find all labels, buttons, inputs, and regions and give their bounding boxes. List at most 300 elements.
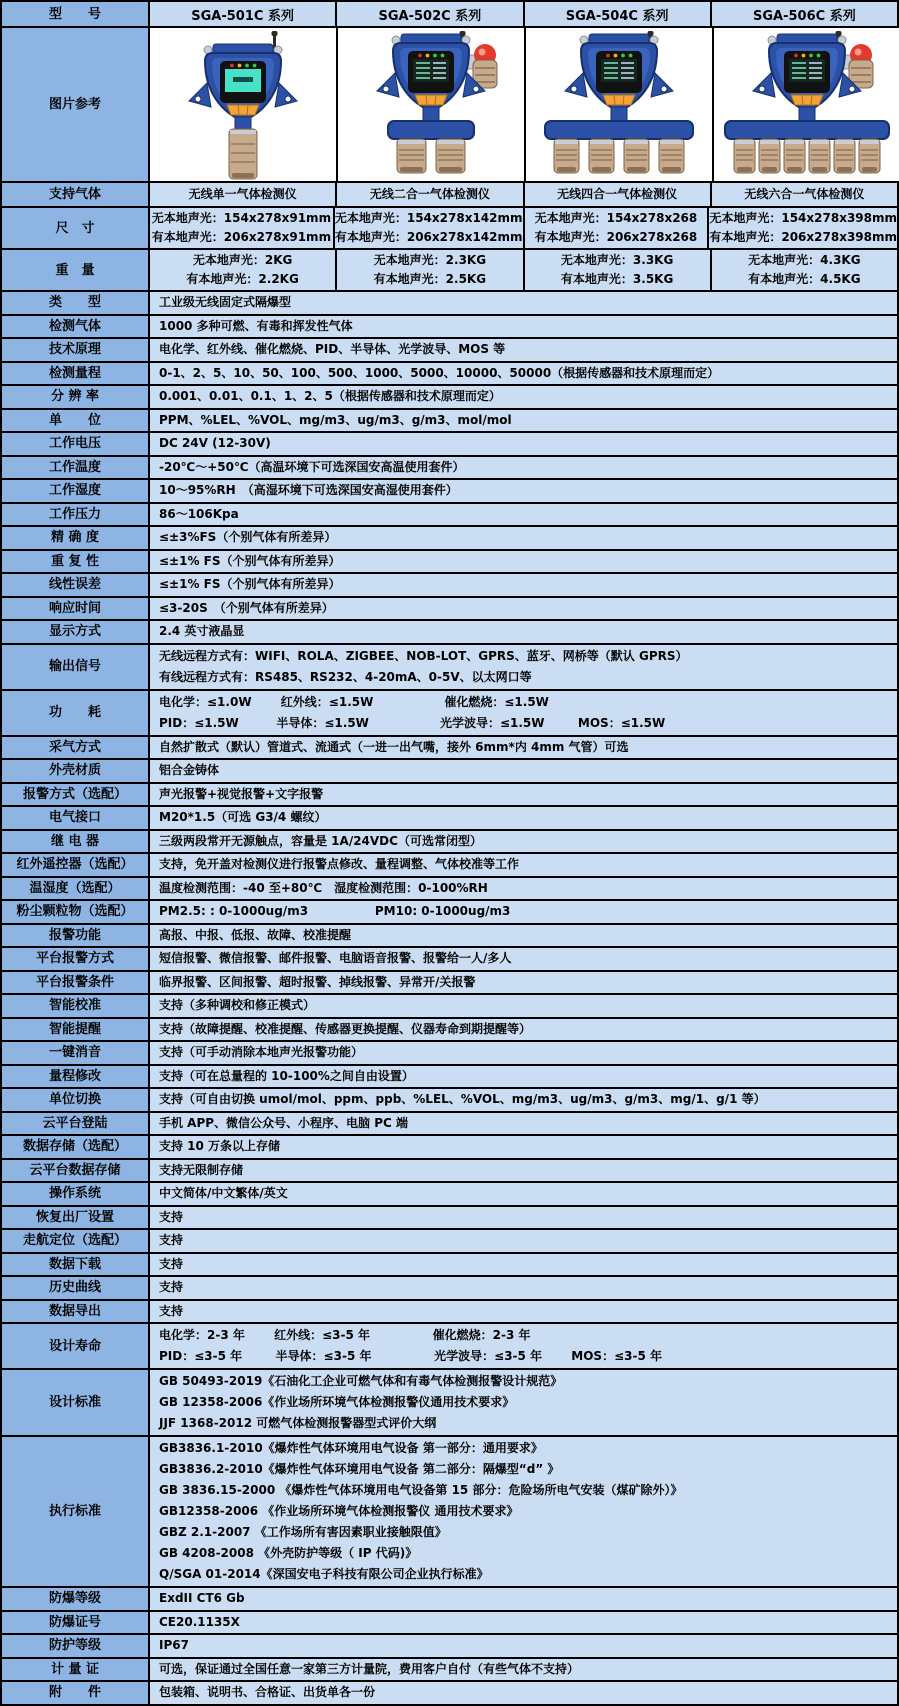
row-label-text: 云平台数据存储 [29,1162,121,1178]
spec-row [2,854,897,876]
model-value-cell [150,250,335,290]
spec-value-line: 0.001、0.01、0.1、1、2、5（根据传感器和技术原理而定） [159,389,501,403]
spec-value-cell [150,1183,897,1205]
row-label [2,1659,148,1681]
row-label-text: 设计标准 [48,1395,101,1410]
spec-row [2,1682,897,1704]
mounting-ear [753,73,775,97]
spec-row [2,925,897,947]
spec-value-line: 工业级无线固定式隔爆型 [159,295,292,309]
row-label-text: 云平台登陆 [42,1115,108,1131]
row-label-text: 数据下载 [48,1256,101,1272]
spec-value-cell [150,995,897,1017]
model-header-text: SGA-506C 系列 [753,8,856,24]
spec-row [2,208,897,248]
model-value-cell [712,183,897,206]
sensor-probe [229,129,257,179]
row-label [2,831,148,853]
spec-row [2,1588,897,1610]
model-value-line: 无线单一气体检测仪 [188,187,297,201]
row-label [2,1230,148,1252]
spec-row [2,1230,897,1252]
spec-value-line: 支持（多种调校和修正模式） [159,998,316,1012]
spec-value-cell [150,1612,897,1634]
spec-value-cell [150,1207,897,1229]
row-label [2,598,148,620]
spec-value-cell [150,457,897,479]
keypad-buttons [791,95,823,105]
row-label [2,250,148,290]
spec-row [2,386,897,408]
row-label [2,1113,148,1135]
spec-value-cell [150,1019,897,1041]
spec-value-line: 高报、中报、低报、故障、校准提醒 [159,927,352,942]
status-led [794,54,798,58]
row-label [2,1277,148,1299]
spec-row [2,1136,897,1158]
spec-value-line: ≤±1% FS（个别气体有所差异） [159,553,341,568]
detector-image-sga-501c [150,29,336,180]
spec-row [2,457,897,479]
row-label [2,1301,148,1323]
spec-row [2,691,897,735]
spec-value-line: 支持 [159,1280,184,1294]
spec-value-cell [150,363,897,385]
spec-row [2,433,897,455]
spec-value-cell [150,1659,897,1681]
model-row-label-text: 型 号 [48,6,101,22]
spec-value-line: GB 3836.15-2000 《爆炸性气体环境用电气设备第 15 部分：危险场所电气安装（煤矿除外）》 [159,1483,683,1497]
keypad-buttons [603,95,635,105]
row-label-text: 工作电压 [48,436,101,452]
spec-value-line: 手机 APP、微信公众号、小程序、电脑 PC 端 [159,1115,409,1130]
spec-value-line: PM2.5: : 0-1000ug/m3 PM10: 0-1000ug/m3 [159,904,511,918]
spec-row [2,1019,897,1041]
spec-row [2,410,897,432]
row-label [2,691,148,735]
spec-value-line: 中文简体/中文繁体/英文 [159,1186,288,1200]
row-label-text: 设计寿命 [48,1338,101,1354]
detector-image-sga-504c [526,29,712,180]
row-label [2,784,148,806]
row-label-text: 支持气体 [48,187,101,202]
spec-value-line: DC 24V (12-30V) [159,436,271,450]
spec-row [2,316,897,338]
spec-value-cell [150,901,897,923]
mounting-ear [275,83,297,107]
spec-value-cell [150,1324,897,1368]
spec-value-cell [150,1113,897,1135]
spec-row [2,598,897,620]
row-label [2,433,148,455]
model-value-line: 有本地声光：2.2KG [186,271,299,286]
row-label [2,574,148,596]
mounting-ear [651,73,673,97]
row-label-text: 单 位 [48,412,101,428]
status-led [433,54,437,58]
spec-value-cell [150,433,897,455]
spec-value-line: IP67 [159,1638,189,1652]
spec-value-cell [150,292,897,314]
spec-value-line: 支持无限制存储 [159,1162,244,1177]
model-value-line: 无本地声光：154x278x398mm [709,211,897,226]
row-label-text: 报警方式（选配） [22,786,127,802]
mounting-ear [189,83,211,107]
row-label [2,645,148,689]
spec-row [2,1183,897,1205]
spec-value-cell [150,854,897,876]
spec-value-line: GB 4208-2008 《外壳防护等级（ IP 代码)》 [159,1546,418,1560]
manifold-bar [725,121,889,139]
spec-value-cell [150,574,897,596]
spec-value-cell [150,1230,897,1252]
row-label-text: 检测量程 [48,365,101,381]
row-label-text: 走航定位（选配） [22,1233,127,1249]
status-led [621,54,625,58]
row-label-text: 尺 寸 [55,220,95,236]
spec-value-line: 支持 [159,1256,184,1271]
spec-value-line: 可选，保证通过全国任意一家第三方计量院，费用客户自付（有些气体不支持） [159,1661,580,1676]
spec-row [2,1207,897,1229]
model-value-line: 无本地声光：3.3KG [560,253,674,268]
spec-value-cell [150,1042,897,1064]
spec-value-cell [150,831,897,853]
row-label [2,1612,148,1634]
row-label-text: 数据导出 [48,1303,101,1319]
status-led [441,54,445,58]
spec-value-cell [150,948,897,970]
model-header-text: SGA-504C 系列 [565,8,669,24]
manifold-bar [388,121,474,139]
mounting-ear [377,73,399,97]
row-label [2,1437,148,1586]
spec-row [2,1324,897,1368]
row-label-text: 粉尘颗粒物（选配） [16,904,134,920]
row-label [2,1207,148,1229]
spec-value-cell [150,551,897,573]
keypad-buttons [415,95,447,105]
spec-value-line: 铝合金铸体 [159,763,220,777]
spec-value-line: GBZ 2.1-2007 《工作场所有害因素职业接触限值》 [159,1525,447,1539]
status-led [253,64,257,68]
row-label [2,1136,148,1158]
spec-row [2,1277,897,1299]
row-label [2,1183,148,1205]
row-label-text: 平台报警方式 [35,951,114,967]
row-label [2,1588,148,1610]
row-label-text: 数据存储（选配） [22,1139,127,1155]
spec-value-cell [150,316,897,338]
model-value-line: 无本地声光：4.3KG [748,253,861,268]
model-header-sga-502c [337,2,522,26]
row-label-text: 采气方式 [48,739,101,755]
spec-row [2,1437,897,1586]
spec-row [2,250,897,290]
spec-row [2,737,897,759]
detector-image-sga-506c [714,29,899,180]
status-led [230,64,234,68]
spec-row [2,292,897,314]
status-led [629,54,633,58]
row-label-text: 量程修改 [48,1068,101,1084]
spec-value-line: GB12358-2006 《作业场所环境气体检测报警仪 通用技术要求》 [159,1504,519,1518]
spec-value-line: 支持（可在总量程的 10-100%之间自由设置） [159,1068,414,1083]
row-label [2,1682,148,1704]
spec-value-cell [150,598,897,620]
spec-value-line: 有线远程方式有：RS485、RS232、4-20mA、0-5V、以太网口等 [159,669,532,684]
spec-row [2,1113,897,1135]
row-label-text: 工作温度 [48,459,101,475]
mounting-ear [565,73,587,97]
spec-value-line: 支持（可手动消除本地声光报警功能） [159,1045,364,1059]
model-value-line: 有本地声光：206x278x91mm [151,229,332,244]
model-header-text: SGA-502C 系列 [378,8,482,24]
spec-value-cell [150,621,897,643]
spec-value-line: GB 50493-2019《石油化工企业可燃气体和有毒气体检测报警设计规范》 [159,1374,563,1388]
row-label [2,737,148,759]
row-label-text: 温湿度（选配） [29,880,121,896]
spec-row [2,1160,897,1182]
spec-value-line: 包装箱、说明书、合格证、出货单各一份 [159,1685,376,1699]
row-label-text: 工作湿度 [48,483,101,499]
row-label-text: 执行标准 [48,1504,101,1519]
row-label [2,1254,148,1276]
spec-value-line: ≤3-20S （个别气体有所差异） [159,600,334,615]
spec-value-line: CE20.1135X [159,1614,240,1629]
detector-image-sga-502c [338,29,524,180]
spec-value-cell [150,527,897,549]
model-value-line: 无线六合一气体检测仪 [744,187,865,201]
row-label [2,925,148,947]
spec-value-cell [150,784,897,806]
row-label-text: 防爆等级 [48,1591,101,1607]
spec-row [2,551,897,573]
spec-value-cell [150,339,897,361]
detector-image-cell-sga-506c [714,28,899,181]
row-label-text: 操作系统 [48,1186,101,1202]
spec-value-line: JJF 1368-2012 可燃气体检测报警器型式评价大纲 [159,1416,437,1430]
row-label-text: 平台报警条件 [35,974,114,990]
spec-row [2,1066,897,1088]
model-value-line: 有本地声光：206x278x398mm [709,229,897,244]
row-label [2,363,148,385]
row-label-text: 恢复出厂设置 [35,1209,114,1225]
status-led [809,54,813,58]
image-row-label [2,28,148,181]
spec-row [2,363,897,385]
spec-value-cell [150,878,897,900]
spec-value-cell [150,386,897,408]
spec-row [2,831,897,853]
row-label [2,995,148,1017]
spec-row [2,480,897,502]
spec-row [2,1612,897,1634]
spec-row [2,878,897,900]
row-label [2,1370,148,1435]
spec-value-cell [150,1370,897,1435]
spec-row [2,1659,897,1681]
spec-value-cell [150,1588,897,1610]
row-label [2,901,148,923]
spec-value-line: 支持，免开盖对检测仪进行报警点修改、量程调整、气体校准等工作 [159,857,520,871]
spec-row [2,972,897,994]
spec-value-cell [150,760,897,782]
row-label [2,1042,148,1064]
spec-row [2,1254,897,1276]
model-value-line: 无线四合一气体检测仪 [557,187,678,201]
spec-value-cell [150,1635,897,1657]
status-led [614,54,618,58]
status-led [238,64,242,68]
spec-value-cell [150,1066,897,1088]
spec-row [2,1635,897,1657]
row-label-text: 分 辨 率 [50,389,100,405]
spec-value-line: 2.4 英寸液晶显 [159,624,245,638]
spec-row [2,1089,897,1111]
row-label [2,410,148,432]
spec-value-cell [150,1437,897,1586]
spec-value-cell [150,504,897,526]
row-label-text: 历史曲线 [48,1280,101,1296]
spec-row [2,504,897,526]
model-value-cell [337,250,522,290]
row-label-text: 工作压力 [48,506,101,522]
model-row-label [2,2,148,26]
spec-value-line: 10～95%RH （高湿环境下可选深国安高湿使用套件） [159,483,458,497]
spec-value-cell [150,972,897,994]
image-reference-row [2,28,897,181]
spec-value-line: 无线远程方式有：WIFI、ROLA、ZIGBEE、NOB-LOT、GPRS、蓝牙、网桥等（默认 GPRS） [159,648,688,663]
model-value-cell [150,183,335,206]
row-label-text: 重 量 [55,262,95,278]
model-value-cell [525,208,708,248]
spec-row [2,948,897,970]
model-value-line: 有本地声光：206x278x268 [534,229,698,244]
spec-row [2,760,897,782]
spec-value-line: ≤±3%FS（个别气体有所差异） [159,530,337,544]
spec-value-cell [150,1089,897,1111]
row-label [2,1324,148,1368]
model-value-cell [709,208,897,248]
status-led [245,64,249,68]
spec-value-cell [150,410,897,432]
spec-value-line: 电化学：2-3 年 红外线：≤3-5 年 催化燃烧：2-3 年 [159,1328,531,1342]
spec-value-line: GB 12358-2006《作业场所环境气体检测报警仪通用技术要求》 [159,1395,515,1409]
spec-value-line: 声光报警+视觉报警+文字报警 [159,786,324,801]
row-label [2,807,148,829]
model-value-line: 无本地声光：154x278x268 [534,211,698,226]
spec-value-line: 自然扩散式（默认）管道式、流通式（一进一出气嘴，接外 6mm*内 4mm 气管）可选 [159,739,629,754]
spec-value-line: 支持（可自由切换 umol/mol、ppm、ppb、%LEL、%VOL、mg/m3、ug/m3、g/m3、mg/1、g/1 等） [159,1092,766,1106]
model-value-line: 无本地声光：2.3KG [373,253,487,268]
spec-value-line: 1000 多种可燃、有毒和挥发性气体 [159,318,353,333]
row-label [2,1635,148,1657]
row-label [2,1019,148,1041]
spec-value-line: 短信报警、微信报警、邮件报警、电脑语音报警、报警给一人/多人 [159,951,512,965]
model-value-cell [525,250,710,290]
image-row-label-text: 图片参考 [48,97,101,112]
spec-value-line: 支持 10 万条以上存储 [159,1139,281,1153]
spec-value-line: 支持 [159,1209,184,1224]
row-label-text: 线性误差 [48,577,101,593]
model-value-line: 无本地声光：154x278x142mm [334,211,523,226]
row-label-text: 重 复 性 [50,553,100,569]
spec-value-cell [150,1254,897,1276]
spec-value-line: PID：≤3-5 年 半导体：≤3-5 年 光学波导：≤3-5 年 MOS：≤3-5 年 [159,1349,662,1363]
spec-value-line: -20℃～+50℃（高温环境下可选深国安高温使用套件） [159,459,465,474]
spec-value-line: PID：≤1.5W 半导体：≤1.5W 光学波导：≤1.5W MOS：≤1.5W [159,715,666,730]
detector-image-cell-sga-502c [338,28,524,181]
spec-value-line: 临界报警、区间报警、超时报警、掉线报警、异常开/关报警 [159,974,476,989]
spec-value-cell [150,1682,897,1704]
spec-row [2,901,897,923]
spec-value-cell [150,691,897,735]
model-header-sga-501c [150,2,335,26]
model-value-cell [150,208,333,248]
row-label [2,854,148,876]
spec-value-line: ≤±1% FS（个别气体有所差异） [159,577,341,591]
row-label-text: 智能校准 [48,998,101,1014]
row-label-text: 响应时间 [48,600,101,616]
status-led [817,54,821,58]
row-label [2,1066,148,1088]
model-value-line: 有本地声光：206x278x142mm [334,229,523,244]
spec-row [2,574,897,596]
row-label-text: 单位切换 [48,1092,101,1108]
spec-value-cell [150,1277,897,1299]
spec-value-line: GB3836.1-2010《爆炸性气体环境用电气设备 第一部分：通用要求》 [159,1441,543,1455]
spec-value-cell [150,807,897,829]
spec-value-line: M20*1.5（可选 G3/4 螺纹） [159,810,327,824]
row-label-text: 计 量 证 [50,1661,100,1677]
spec-row [2,339,897,361]
spec-row [2,1042,897,1064]
spec-row [2,527,897,549]
row-label-text: 智能提醒 [48,1021,101,1037]
row-label-text: 报警功能 [48,927,101,943]
model-header-sga-506c [712,2,897,26]
row-label-text: 功 耗 [48,705,101,720]
row-label [2,527,148,549]
spec-value-line: 支持 [159,1303,184,1318]
spec-value-line: GB3836.2-2010《爆炸性气体环境用电气设备 第二部分：隔爆型“d” 》 [159,1462,560,1476]
model-value-cell [335,208,523,248]
model-value-line: 无线二合一气体检测仪 [369,187,490,201]
row-label-text: 技术原理 [48,342,101,358]
spec-row [2,995,897,1017]
model-header-sga-504c [525,2,710,26]
row-label [2,480,148,502]
spec-row [2,183,897,206]
row-label [2,878,148,900]
spec-value-line: 0-1、2、5、10、50、100、500、1000、5000、10000、50000（根据传感器和技术原理而定） [159,365,720,380]
model-header-row [2,2,897,26]
spec-value-cell [150,925,897,947]
row-label-text: 电气接口 [48,810,101,826]
spec-value-line: 温度检测范围：-40 至+80℃ 湿度检测范围：0-100%RH [159,880,488,895]
row-label [2,972,148,994]
keypad-buttons [227,105,259,115]
row-label-text: 类 型 [48,295,101,311]
status-led [426,54,430,58]
row-label [2,457,148,479]
spec-value-cell [150,1136,897,1158]
spec-row [2,645,897,689]
spec-value-line: 电化学：≤1.0W 红外线：≤1.5W 催化燃烧：≤1.5W [159,694,549,709]
spec-value-cell [150,1160,897,1182]
status-led [606,54,610,58]
detector-image-cell-sga-501c [150,28,336,181]
